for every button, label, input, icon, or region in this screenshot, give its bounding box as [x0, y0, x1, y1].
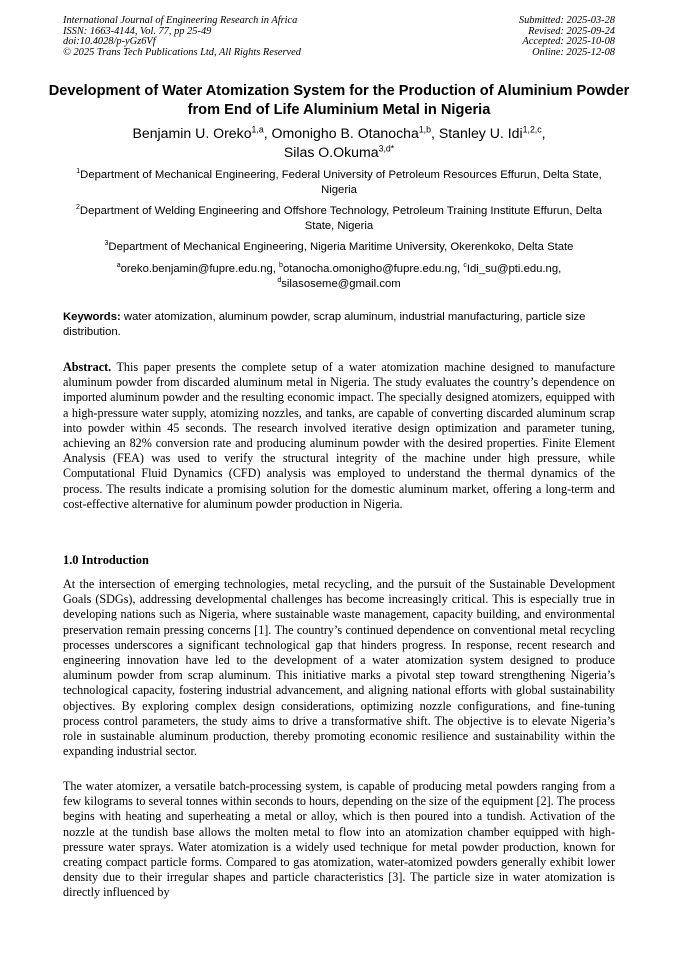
affiliation: [60, 168, 618, 198]
affiliation-marker: 2: [76, 204, 80, 212]
abstract-label: Abstract.: [63, 360, 112, 374]
author-affiliation-marker: 3,d*: [378, 143, 395, 154]
keywords-text: water atomization, aluminum powder, scrap aluminum, industrial manufacturing, particle size distribution.: [63, 311, 586, 338]
email-address[interactable]: silasoseme@gmail.com: [281, 278, 401, 290]
abstract: [63, 360, 615, 512]
body-paragraph: At the intersection of emerging technologies, metal recycling, and the pursuit of the Sustainable Development Goals (SDGs), addressing developmental challenges has become increasingly critical. This is especially true in developing nations such as Nigeria, where sustainable waste management, capacity building, and environmental preservation remain pressing concerns [1]. The country’s continued dependence on conventional metal recycling processes underscores a significant technological gap that hinders progress. In response, recent research and engineering innovation have led to the development of a water atomization system designed to produce aluminum powder from scrap aluminum. This initiative marks a pivotal step toward strengthening Nigeria’s technological capacity, fostering industrial advancement, and aligning national efforts with global sustainability objectives. By exploring complex design considerations, optimizing nozzle configurations, and fine-tuning process control parameters, the study aims to drive a transformative shift. The objective is to elevate Nigeria’s role in sustainable aluminum production, thereby promoting economic resilience and sustainability within the expanding industrial sector.: [63, 577, 615, 759]
author-name: Benjamin U. Oreko: [132, 125, 252, 141]
keywords: [63, 310, 615, 340]
author-affiliation-marker: 1,a: [251, 124, 264, 135]
journal-issn: ISSN: 1663-4144, Vol. 77, pp 25-49: [63, 25, 212, 37]
email-marker: b: [279, 262, 283, 270]
affiliation-text: Department of Mechanical Engineering, Federal University of Petroleum Resources Effurun, Delta State, Nigeria: [80, 169, 602, 196]
journal-copyright: © 2025 Trans Tech Publications Ltd, All Rights Reserved: [63, 46, 301, 58]
affiliation-marker: 3: [104, 240, 109, 248]
email-address[interactable]: Idi_su@pti.edu.ng: [466, 263, 559, 275]
journal-doi: doi:10.4028/p-yGz6Vf: [63, 36, 156, 48]
email-address[interactable]: oreko.benjamin@fupre.edu.ng: [120, 263, 273, 275]
date-online: Online: 2025-12-08: [532, 46, 615, 58]
email-marker: c: [463, 262, 467, 270]
author-name: Silas O.Okuma: [283, 144, 379, 160]
section-heading: 1.0 Introduction: [63, 553, 149, 567]
affiliation: [60, 204, 618, 234]
date-submitted: Submitted: 2025-03-28: [518, 15, 615, 26]
paper-title: Development of Water Atomization System for the Production of Aluminium Powder from End of Life Aluminium Metal in Nigeria: [48, 83, 630, 118]
affiliation-text: Department of Mechanical Engineering, Nigeria Maritime University, Okerenkoko, Delta State: [108, 241, 574, 253]
author-affiliation-marker: 1,b: [418, 124, 431, 135]
email-address[interactable]: otanocha.omonigho@fupre.edu.ng: [282, 263, 458, 275]
abstract-text: This paper presents the complete setup of a water atomization machine designed to manufacture aluminum powder from discarded aluminum metal in Nigeria. The study evaluates the country’s dependence on imported aluminum powder and the resulting economic impact. The specially designed atomizers, equipped with a high-pressure water supply, atomizing nozzles, and tanks, are capable of converting discarded aluminum scrap into powder within 45 seconds. The research involved iterative design optimization and parameter tuning, achieving an 82% conversion rate and producing aluminum powder with the desired properties. Finite Element Analysis (FEA) was used to verify the structural integrity of the machine under high pressure, while Computational Fluid Dynamics (CFD) analysis was employed to understand the thermal dynamics of the process. The results indicate a promising solution for the domestic aluminum market, offering a long-term and cost-effective alternative for aluminum powder production in Nigeria.: [63, 360, 615, 511]
author-list: Benjamin U. Oreko$^{1,a}$, Omonigho B. Otanocha$^{1,b}$, Stanley U. Idi$^{1,2,c}$, Silas O.Okuma$^{3,d*}$: [132, 124, 546, 160]
date-accepted: Accepted: 2025-10-08: [522, 36, 615, 48]
author-name: Stanley U. Idi: [438, 125, 523, 141]
body-paragraph: The water atomizer, a versatile batch-processing system, is capable of producing metal powders ranging from a few kilograms to several tonnes within seconds to hours, depending on the size of the equipment [2]. The process begins with heating and superheating a metal or alloy, which is then poured into a tundish. Activation of the nozzle at the tundish base allows the molten metal to flow into an atomization chamber equipped with high-pressure water sprays. Water atomization is a widely used technique for metal powder production, known for creating compact particle forms. Compared to gas atomization, water-atomized powders generally exhibit lower density due to their irregular shapes and particle characteristics [3]. The particle size in water atomization is directly influenced by: [63, 779, 615, 900]
affiliation-text: Department of Welding Engineering and Offshore Technology, Petroleum Training Institute Effurun, Delta State, Nigeria: [79, 205, 602, 232]
keywords-label: Keywords:: [63, 311, 121, 323]
email-marker: a: [116, 262, 121, 270]
email-marker: d: [277, 277, 282, 285]
journal-name: International Journal of Engineering Research in Africa: [63, 15, 298, 26]
author-emails: $^a$oreko.benjamin@fupre.edu.ng, $^b$otanocha.omonigho@fupre.edu.ng, $^c$Idi_su@pti.edu.ng, $^d$silasoseme@gmail.com: [116, 262, 562, 290]
author-name: Omonigho B. Otanocha: [271, 125, 419, 141]
affiliation: [60, 240, 618, 255]
journal-header: [63, 16, 301, 58]
publication-dates: [519, 16, 615, 58]
author-affiliation-marker: 1,2,c: [522, 124, 542, 135]
affiliation-marker: 1: [76, 168, 81, 176]
date-revised: Revised: 2025-09-24: [528, 25, 615, 37]
